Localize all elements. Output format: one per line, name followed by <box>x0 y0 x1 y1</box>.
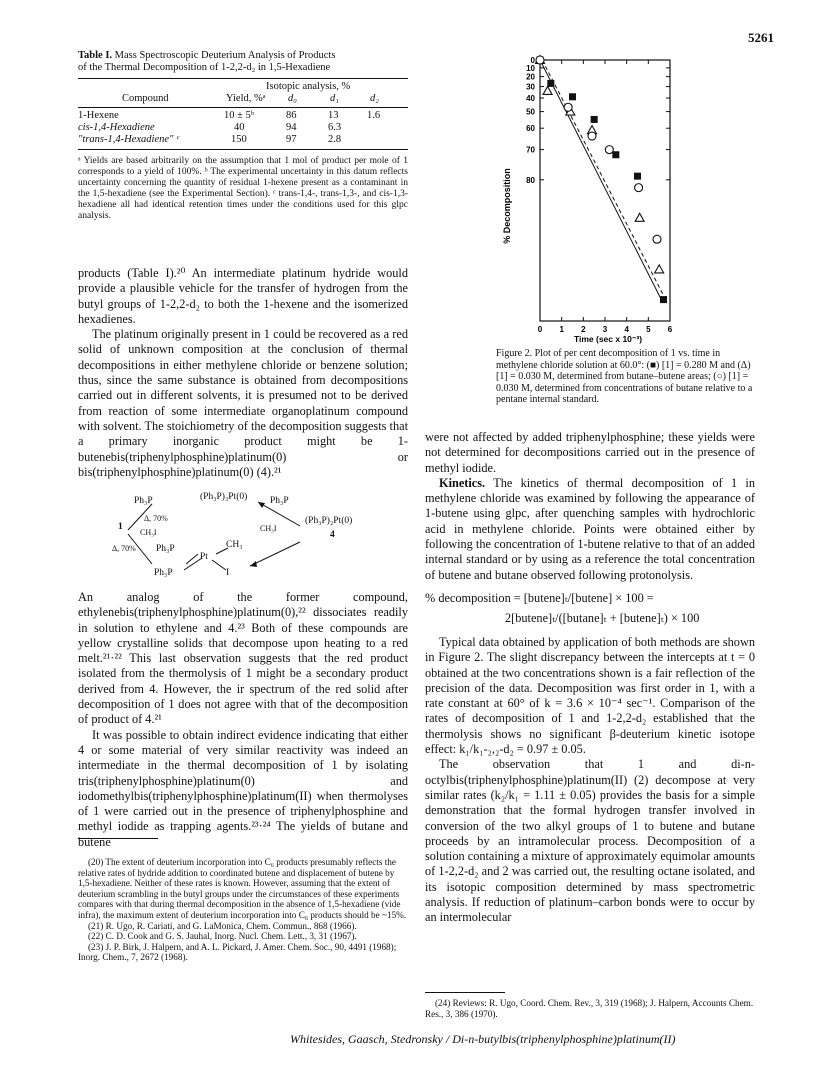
left-column-top <box>78 266 408 480</box>
ph3p-label: Ph₃P <box>154 568 173 578</box>
x-axis-label: Time (sec x 10⁻³) <box>573 334 643 344</box>
table-row <box>78 110 408 122</box>
compound-1-label: 1 <box>118 522 123 532</box>
page-number: 5261 <box>748 30 774 45</box>
x-tick-label: 1 <box>559 325 564 334</box>
equation-line-2: 2[butene]ₜ/([butane]ₜ + [butene]ₜ) × 100 <box>505 610 700 625</box>
data-points <box>536 56 668 304</box>
right-references <box>425 998 755 1019</box>
conditions-label: Δ, 70% <box>144 514 168 523</box>
paragraph: The platinum originally present in 1 could be recovered as a red solid of unknown composition at the conclusion of thermal decompositions in either methylene chloride or benzene solution; thus, since the same substance is obtained from decompositions carried out in different solvents, it is presumed not to be derived from reaction of some intermediate organoplatinum compound with solvent. The stoichiometry of the decomposition suggests that a primary inorganic product might be 1-butenebis(triphenylphosphine)platinum(0) or bis(triphenylphosphine)platinum(0) (4).²¹ <box>78 327 408 479</box>
y-tick-label: 0 <box>530 56 535 65</box>
reference: (24) Reviews: R. Ugo, Coord. Chem. Rev., 3, 319 (1968); J. Halpern, Accounts Chem. Res., 3, 386 (1970). <box>425 998 754 1019</box>
ch3-label: CH₃ <box>226 540 243 550</box>
table-top-rule <box>78 78 408 79</box>
isotopic-header: Isotopic analysis, % <box>266 81 351 92</box>
compound-4-label: 4 <box>330 530 335 540</box>
y-tick-label: 40 <box>526 94 535 104</box>
x-tick-label: 2 <box>581 325 586 334</box>
data-point-square <box>612 151 619 158</box>
data-point-square <box>634 173 641 180</box>
x-tick-label: 3 <box>602 325 608 334</box>
cell-d1: 6.3 <box>328 122 342 133</box>
data-point-triangle <box>635 213 644 221</box>
x-tick-label: 4 <box>624 325 629 334</box>
table-header-row-1 <box>78 81 408 93</box>
reference: (23) J. P. Birk, J. Halpern, and A. L. Pickard, J. Amer. Chem. Soc., 90, 4491 (1968); Inorg. Chem., 7, 2672 (1968). <box>78 941 397 963</box>
ph3p-label: Ph₃P <box>270 496 289 506</box>
y-tick-label: 80 <box>526 175 535 185</box>
right-column <box>425 430 755 926</box>
data-point-square <box>569 93 576 100</box>
col-yield: Yield, %ᵃ <box>226 93 266 104</box>
y-tick-label: 70 <box>526 145 535 155</box>
table-footnote: ᵃ Yields are based arbitrarily on the assumption that 1 mol of product per mole of 1 corresponds to a yield of 100%. ᵇ The experimental uncertainty in this datum reflects uncertainty concerning the quantity of residual 1-hexene present as a contaminant in the 1,5-hexadiene (see the Experimental Section). ᶜ trans-1,4-, trans-1,3-, and cis-1,3-hexadiene all had identical retention times under the conditions used for this glpc analysis. <box>78 156 408 221</box>
paragraph: The kinetics of thermal decomposition of 1 in methylene chloride was examined by following the appearance of 1-butene using glpc, after quenching samples with hydrochloric acid in methylene chloride. Points were obtained either by following the concentration of 1-butene relative to that of an added internal standard or by using as a reference the total concentration of butene and butane observed following protonolysis. <box>425 475 755 582</box>
conditions-label: Δ, 70% <box>112 544 136 553</box>
paragraph: were not affected by added triphenylphosphine; these yields were not determined for decompositions carried out in the presence of methyl iodide. <box>425 430 755 475</box>
data-point-square <box>547 80 554 87</box>
col-d2: d₂ <box>370 93 379 104</box>
reaction-scheme <box>100 492 400 582</box>
x-tick-label: 6 <box>667 325 673 334</box>
tris-pt-label: (Ph₃P)₃Pt(0) <box>200 492 248 502</box>
col-compound: Compound <box>122 93 169 104</box>
data-point-circle <box>605 146 613 154</box>
running-footer: Whitesides, Gaasch, Stedronsky / Di-n-butylbis(triphenylphosphine)platinum(II) <box>290 1032 676 1046</box>
paragraph: Typical data obtained by application of both methods are shown in Figure 2. The slight discrepancy between the intercepts at t = 0 obtained at the two concentrations shown is a fair reflection of the precision of the data. Decomposition was first order in 1, with a rate constant at 60° of k = 3.6 × 10⁻⁴ sec⁻¹. Comparison of the rates of decomposition of 1 and 1-2,2-d₂ established that the thermolysis shows no significant β-deuterium kinetic isotope effect: k₁/k₁-₂,₂-d₂ = 0.97 ± 0.05. <box>425 634 755 757</box>
table-header-row-2 <box>78 93 408 105</box>
table-row <box>78 134 408 146</box>
cell-compound: 1-Hexene <box>78 110 119 121</box>
table-label: Table I. <box>78 50 113 61</box>
paragraph: The observation that 1 and di-n-octylbis(triphenylphosphine)platinum(II) (2) decompose at very similar rates (k₂/k₁ = 1.11 ± 0.05) provides the basis for a simple demonstration that the formal hydrogen transfer involved in conversion of the two alkyl groups of 1 to butene and butane proceeds by an intramolecular process. Decomposition of a solution containing a mixture of approximately equimolar amounts of 1-2,2-d₂ and 2 was carried out, the resulting octane isolated, and its isotopic composition determined by mass spectrometric analysis. If reduction of platinum–carbon bonds were to occur by an intermolecular <box>425 757 755 925</box>
refs-rule <box>425 992 505 993</box>
y-tick-label: 20 <box>526 72 535 82</box>
cell-compound: cis-1,4-Hexadiene <box>78 122 155 133</box>
paragraph: An analog of the former compound, ethylenebis(triphenylphosphine)platinum(0),²² dissociates readily in solution to ethylene and 4.²³ Both of these compounds are yellow crystalline solids that decompose upon heating to a red melt.²¹·²² This last observation suggests that the red product isolated from the thermolysis of 1 might be a secondary product derived from 4. However, the ir spectrum of the red solid after decomposition of 1 does not agree with that of the decomposition of product of 4.²¹ <box>78 590 408 727</box>
equation-line-1: % decomposition = [butene]ₜ/[butene] × 100 = <box>425 590 654 605</box>
ph3p-label: Ph₃P <box>156 544 175 554</box>
table-caption <box>78 50 408 74</box>
cell-d1: 13 <box>328 110 339 121</box>
bis-pt-label: (Ph₃P)₂Pt(0) <box>305 516 353 526</box>
cell-d0: 86 <box>286 110 297 121</box>
x-tick-label: 0 <box>537 325 543 334</box>
fit-line-dashed <box>542 60 666 300</box>
y-tick-label: 30 <box>526 82 535 92</box>
figure-2-plot <box>496 46 686 346</box>
cell-compound: "trans-1,4-Hexadiene" ᶜ <box>78 134 179 145</box>
paragraph: It was possible to obtain indirect evidence indicating that either 4 or some material of very similar reactivity was indeed an intermediate in the thermal decomposition of 1 by isolating tris(triphenylphosphine)platinum(0) and iodomethylbis(triphenylphosphine)platinum(II) when thermolyses of 1 were carried out in the presence of triphenylphosphine and methyl iodide as trapping agents.²³·²⁴ The yields of butane and butene <box>78 727 408 849</box>
ph3p-label: Ph₃P <box>134 496 153 506</box>
refs-rule <box>78 838 158 839</box>
data-point-circle <box>653 235 661 243</box>
table-mid-rule <box>78 107 408 108</box>
table-caption-line2: of the Thermal Decomposition of 1-2,2-d₂ in 1,5-Hexadiene <box>78 62 331 73</box>
fit-line-solid <box>540 60 661 300</box>
cell-d0: 97 <box>286 134 297 145</box>
data-point-square <box>591 116 598 123</box>
col-d0: d₀ <box>288 93 297 104</box>
cell-d2: 1.6 <box>367 110 381 121</box>
table-row <box>78 122 408 134</box>
data-point-circle <box>564 103 572 111</box>
ch3i-label: CH₃I <box>140 528 157 537</box>
y-tick-label: 10 <box>526 63 535 73</box>
reference: (20) The extent of deuterium incorporation into C₆ products presumably reflects the relative rates of hydride addition to coordinated butene and displacement of butene by 1,5-hexadiene. Neither of these rates is known. However, assuming that the extent of deuterium scrambling in the butyl groups under the circumstances of these experiments compares with that during thermal decomposition in the absence of 1,5-hexadiene (vide infra), the maximum extent of deuterium incorporation into C₆ products should be ~15%. <box>78 857 407 920</box>
y-tick-label: 60 <box>526 124 535 134</box>
cell-yield: 40 <box>234 122 245 133</box>
table-bottom-rule <box>78 149 408 150</box>
ch3i-label: CH₃I <box>260 524 277 533</box>
paragraph: products (Table I).²⁰ An intermediate platinum hydride would provide a plausible vehicle for the transfer of hydrogen from the butyl groups of 1-2,2-d₂ to both the 1-hexene and the isomerized hexadienes. <box>78 266 408 326</box>
x-tick-label: 5 <box>646 325 651 334</box>
data-point-circle <box>635 184 643 192</box>
table-caption-line1: Mass Spectroscopic Deuterium Analysis of Products <box>114 50 336 61</box>
data-point-triangle <box>655 265 664 273</box>
cell-d0: 94 <box>286 122 297 133</box>
reference: (22) C. D. Cook and G. S. Jauhal, Inorg. Nucl. Chem. Lett., 3, 31 (1967). <box>88 931 357 942</box>
equation-block <box>425 583 755 627</box>
x-axis-ticks <box>538 60 673 334</box>
data-point-circle <box>536 56 544 64</box>
figure-2 <box>496 46 686 346</box>
kinetics-heading: Kinetics. <box>439 475 486 490</box>
data-point-triangle <box>543 86 552 94</box>
fit-lines <box>540 60 666 300</box>
col-d1: d₁ <box>330 93 339 104</box>
pt-label: Pt <box>200 552 208 562</box>
iodo-label: I <box>226 568 230 578</box>
cell-yield: 10 ± 5ᵇ <box>224 110 255 121</box>
y-axis-label: % Decomposition <box>502 168 512 244</box>
data-point-circle <box>588 132 596 140</box>
table-1 <box>78 50 408 222</box>
left-references <box>78 857 408 963</box>
left-column-bottom <box>78 590 408 850</box>
cell-d1: 2.8 <box>328 134 342 145</box>
data-point-square <box>660 296 667 303</box>
y-tick-label: 50 <box>526 107 535 117</box>
reference: (21) R. Ugo, R. Cariati, and G. LaMonica, Chem. Commun., 868 (1966). <box>88 920 357 931</box>
cell-yield: 150 <box>231 134 247 145</box>
figure-caption: Figure 2. Plot of per cent decomposition of 1 vs. time in methylene chloride solution at 60.0°: (■) [1] = 0.280 M and (Δ) [1] = 0.030 M, determined from butane–butene areas; (○) [1] = 0.030 M, determined from concentrations of butane relative to a pentane internal standard. <box>496 348 753 405</box>
